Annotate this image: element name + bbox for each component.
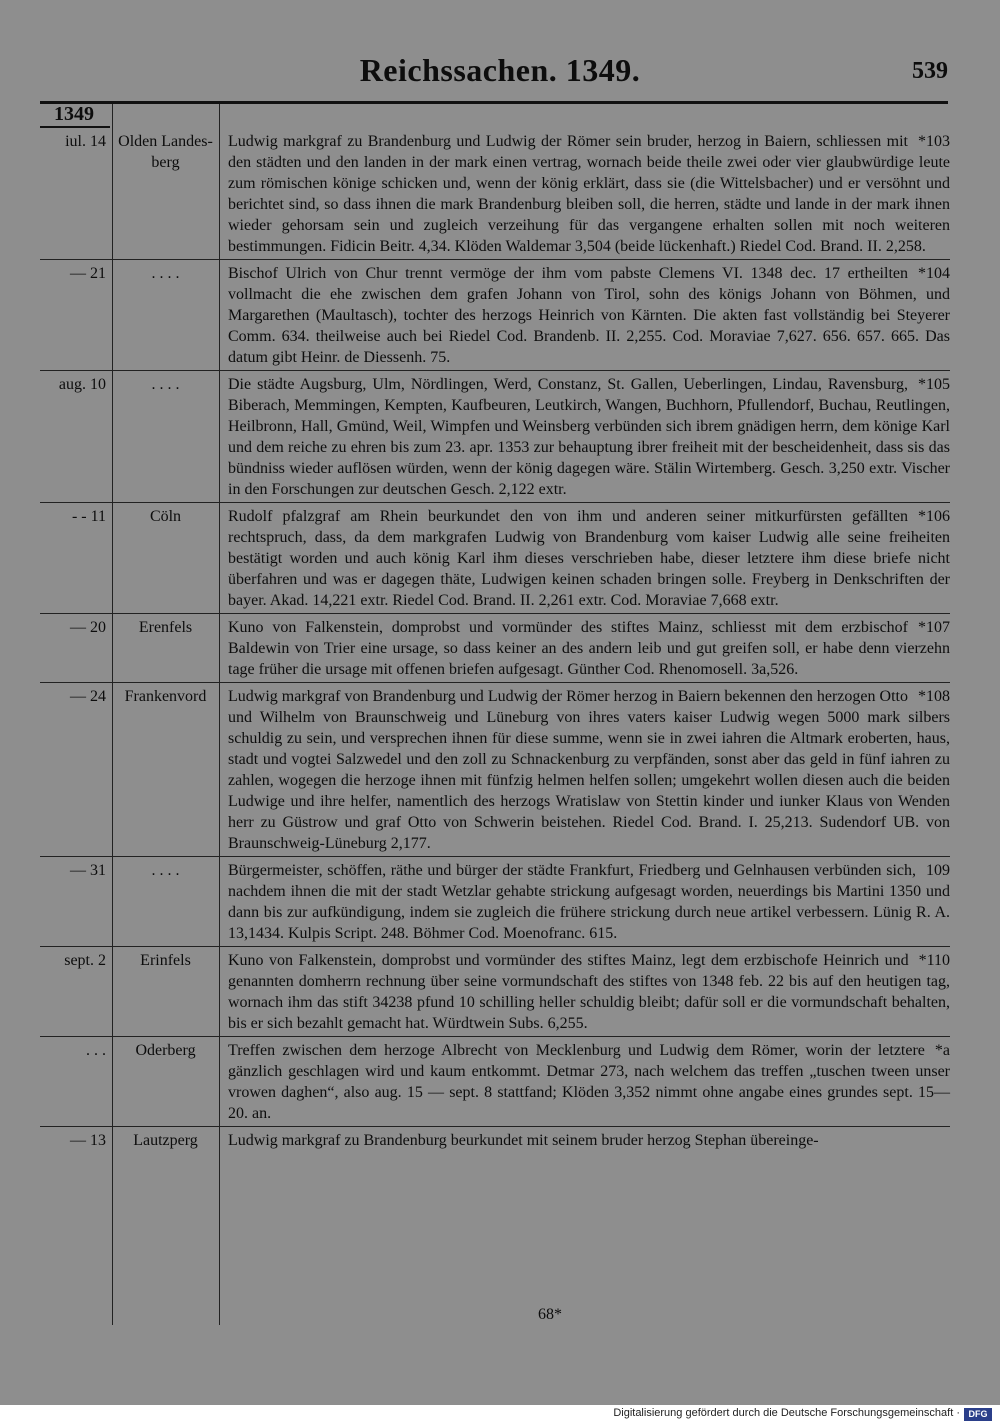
entry-text <box>219 131 950 257</box>
entry-place: Frankenvord <box>124 688 207 705</box>
entry-number: *104 <box>918 265 950 282</box>
entry-text <box>219 950 950 1034</box>
regest-entry <box>40 614 950 683</box>
regest-entry <box>40 128 950 260</box>
entry-place: Erenfels <box>138 619 193 636</box>
entry-body: Kuno von Falkenstein, domprobst und vormünder des stiftes Mainz, schliesst mit dem erzbischof Baldewin von Trier eine ursage, so dass keiner an des andern leib und gut greifen soll, er habe denn vierzehn tage früher die ursage mit offenen briefen aufgesagt. Günther Cod. Rhenomosell. 3a,526. <box>228 619 950 678</box>
digitization-footer <box>0 1405 1000 1425</box>
entry-place: . . . . <box>151 265 180 282</box>
entry-text <box>219 617 950 680</box>
entry-date: — 20 <box>70 619 106 636</box>
page-number: 539 <box>912 58 948 84</box>
entry-place: Olden Landes-berg <box>118 133 213 171</box>
regest-entry <box>40 503 950 614</box>
entry-place: Erinfels <box>140 952 191 969</box>
entry-body: Bischof Ulrich von Chur trennt vermöge der ihm vom pabste Clemens VI. 1348 dec. 17 ertheilten vollmacht die ehe zwischen dem grafen Johann von Tirol, sohn des königs Johann von Böhmen, und Margarethen (Maultasch), tochter des herzogs Heinrich von Kärnten. Die akten fast vollständig bei Steyerer Comm. 634. theilweise auch bei Riedel Cod. Brandenb. II. 2,255. Cod. Moraviae 7,627. 656. 657. 665. Das datum gibt Heinr. de Diessenh. 75. <box>228 265 950 366</box>
entry-number: *106 <box>918 508 950 525</box>
regest-entry <box>40 857 950 947</box>
regest-list <box>40 128 950 1153</box>
entry-place: Lautzperg <box>133 1132 198 1149</box>
regest-entry <box>40 947 950 1037</box>
entry-date: — 21 <box>70 265 106 282</box>
entry-number: *110 <box>918 952 950 969</box>
signature-mark: 68* <box>538 1306 562 1323</box>
regest-entry <box>40 260 950 371</box>
entry-text <box>219 1130 950 1151</box>
entry-body: Ludwig markgraf von Brandenburg und Ludwig der Römer herzog in Baiern bekennen den herzogen Otto und Wilhelm von Braunschweig und Lüneburg von ihres vaters kaiser Ludwig wegen 5000 mark silbers schuldig zu sein, und versprechen ihnen für diese summe, wenn sie in zwei iahren die Altmark eroberten, haus, stadt und vogtei Salzwedel und den zoll zu Schnackenburg zu verpfänden, sonst aber das geld in fünf iahren zu zahlen, wogegen die herzoge ihnen mit fünfzig helmen helfen sollen; umgekehrt wollen diesen auch die beiden Ludwige und ihre helfer, namentlich des herzogs Wratislaw von Stettin kinder und iunker Klaus von Wenden herr zu Güstrow und graf Otto von Schwerin beistehen. Riedel Cod. Brand. I. 25,213. Sudendorf UB. von Braunschweig-Lüneburg 2,177. <box>228 688 950 852</box>
dfg-logo-icon: DFG <box>964 1408 992 1421</box>
entry-body: Treffen zwischen dem herzoge Albrecht von Mecklenburg und Ludwig dem Römer, worin der letztere gänzlich geschlagen wird und kaum entkommt. Detmar 273, nach welchem das treffen „tuschen tween unser vrowen daghen“, also aug. 15 — sept. 8 stattfand; Klöden 3,352 nimmt ohne angabe eines grundes sept. 15—20. an. <box>228 1042 950 1122</box>
entry-body: Ludwig markgraf zu Brandenburg beurkundet mit seinem bruder herzog Stephan übereinge- <box>228 1132 819 1149</box>
entry-text <box>219 374 950 500</box>
entry-place: Oderberg <box>135 1042 196 1059</box>
entry-date: - - 11 <box>71 508 106 525</box>
entry-place: Cöln <box>149 508 182 525</box>
entry-number: *107 <box>918 619 950 636</box>
regest-entry <box>40 1127 950 1153</box>
regest-entry <box>40 1037 950 1127</box>
entry-date: — 31 <box>70 862 106 879</box>
entry-date: — 24 <box>70 688 106 705</box>
entry-text <box>219 1040 950 1124</box>
entry-number: *108 <box>918 688 950 705</box>
entry-text <box>219 506 950 611</box>
entry-number: *105 <box>918 376 950 393</box>
entry-number: *a <box>934 1042 950 1059</box>
entry-place: . . . . <box>151 862 180 879</box>
footer-credit: Digitalisierung gefördert durch die Deutsche Forschungsgemeinschaft · <box>613 1407 960 1419</box>
entry-body: Rudolf pfalzgraf am Rhein beurkundet den von ihm und anderen seiner mitkurfürsten gefällten rechtspruch, dass, da dem markgrafen Ludwig von Brandenburg vom kaiser Ludwig alle seine freiheiten bestätigt worden und auch könig Karl ihm dieses verschrieben habe, dieser letztere ihm diese briefe nicht überfahren und was er dagegen thäte, Ludwigen keinen schaden bringen solle. Freyberg in Denkschriften der bayer. Akad. 14,221 extr. Riedel Cod. Brand. II. 2,261 extr. Cod. Moraviae 7,668 extr. <box>228 508 950 609</box>
year-label: 1349 <box>54 103 94 125</box>
running-title: Reichssachen. 1349. <box>359 52 641 88</box>
entry-number: 109 <box>926 862 950 879</box>
header-rule <box>40 101 948 104</box>
entry-date: — 13 <box>70 1132 106 1149</box>
entry-date: iul. 14 <box>65 133 106 150</box>
regest-entry <box>40 371 950 503</box>
entry-body: Bürgermeister, schöffen, räthe und bürger der städte Frankfurt, Friedberg und Gelnhausen verbünden sich, nachdem ihnen die mit der stadt Wetzlar gehabte strickung aufgesagt worden, neuerdings bis Martini 1350 und dann bis zur aufkündigung, indem sie zugleich die frühere strickung durch neue artikel verbessern. Lünig R. A. 13,1434. Kulpis Script. 248. Böhmer Cod. Moenofranc. 615. <box>228 862 950 942</box>
entry-place: . . . . <box>151 376 180 393</box>
entry-date: sept. 2 <box>64 952 106 969</box>
entry-text <box>219 860 950 944</box>
entry-date: aug. 10 <box>58 376 106 393</box>
entry-body: Die städte Augsburg, Ulm, Nördlingen, Werd, Constanz, St. Gallen, Ueberlingen, Lindau, Ravensburg, Biberach, Memmingen, Kempten, Kaufbeuren, Leutkirch, Wangen, Buchhorn, Pfullendorf, Buchau, Reutlingen, Heilbronn, Hall, Gmünd, Weil, Wimpfen und Weinsberg verbünden sich ibrem gnädigen herrn, dem könige Karl und dem reiche zu ehren bis zum 23. apr. 1353 zur behauptung ibrer freiheit mit der bescheidenheit, dass sis das bündniss wieder auflösen würden, wenn der könig dagegen wäre. Stälin Wirtemberg. Gesch. 3,250 extr. Vischer in den Forschungen zur deutschen Gesch. 2,122 extr. <box>228 376 950 498</box>
regest-entry <box>40 683 950 857</box>
entry-date: . . . <box>86 1042 106 1059</box>
entry-body: Kuno von Falkenstein, domprobst und vormünder des stiftes Mainz, legt dem erzbischofe Heinrich und genannten domherrn rechnung über seine vormundschaft des stiftes von 1348 feb. 22 bis auf den heutigen tag, wornach ihm das stift 34238 pfund 10 schilling heller schuldig bleibt; dafür soll er die vormundschaft behalten, bis er sich bezahlt gemacht hat. Würdtwein Subs. 6,255. <box>228 952 950 1032</box>
entry-text <box>219 263 950 368</box>
entry-number: *103 <box>918 133 950 150</box>
entry-body: Ludwig markgraf zu Brandenburg und Ludwig der Römer sein bruder, herzog in Baiern, schliessen mit den städten und den landen in der mark einen vertrag, wornach beide theile zwei oder vier glaubwürdige leute zum römischen könige schicken und, wenn der könig erklärt, dass sie (die Wittelsbacher) und er versöhnt und berichtet sind, so dass ihnen die mark Brandenburg bleiben soll, die herren, städte und lande in der mark ihnen wieder gehorsam sein und zugleich verzeihung für das vergangene erhalten sollen mit noch weiteren bestimmungen. Fidicin Beitr. 4,34. Klöden Waldemar 3,504 (beide lückenhaft.) Riedel Cod. Brand. II. 2,258. <box>228 133 950 255</box>
entry-text <box>219 686 950 854</box>
